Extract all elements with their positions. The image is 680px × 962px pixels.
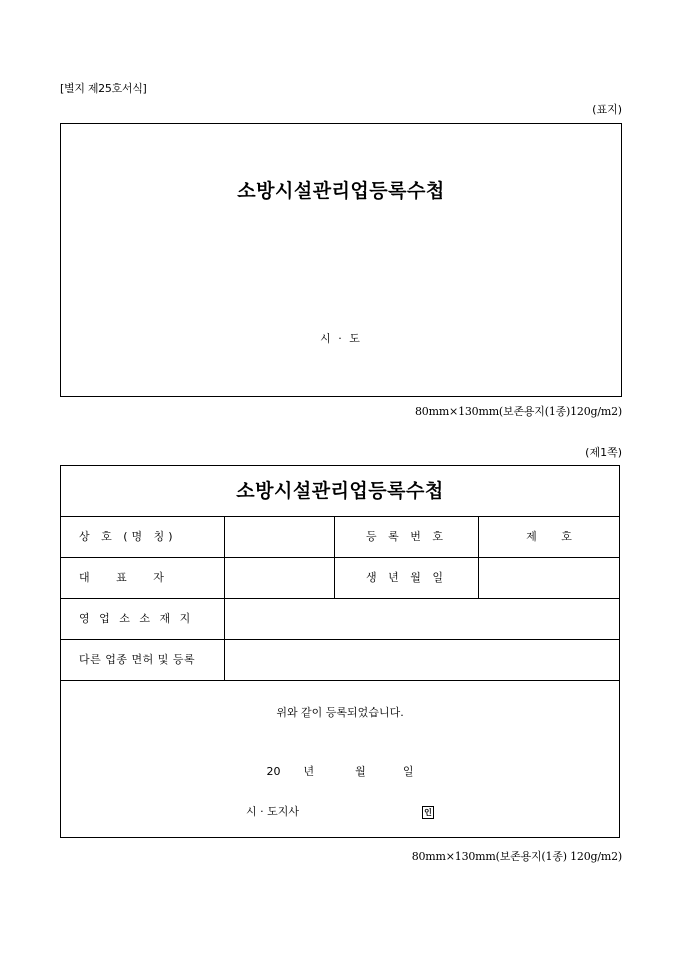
signer: 시 · 도지사 <box>246 805 299 818</box>
cover-tag: (표지) <box>592 103 622 116</box>
office-value[interactable] <box>225 599 619 639</box>
other-license-label: 다른 업종 면허 및 등록 <box>79 653 196 666</box>
page1-tag: (제1쪽) <box>585 446 622 459</box>
cover-box <box>60 123 622 397</box>
issue-date <box>61 763 619 779</box>
seal-icon: 인 <box>422 806 434 819</box>
day-label: 일 <box>402 765 414 778</box>
representative-value[interactable] <box>225 558 334 598</box>
birth-label: 생 년 월 일 <box>366 571 447 584</box>
row-other-license <box>61 640 619 681</box>
page1-title: 소방시설관리업등록수첩 <box>61 466 619 517</box>
other-license-value[interactable] <box>225 640 619 680</box>
cover-title: 소방시설관리업등록수첩 <box>237 180 445 202</box>
signature-line <box>61 803 619 819</box>
office-label: 영 업 소 소 재 지 <box>79 612 194 625</box>
year-label: 년 <box>303 765 315 778</box>
year-prefix: 20 <box>266 765 281 778</box>
trade-name-value[interactable] <box>225 517 334 557</box>
trade-name-label: 상 호 (명 칭) <box>79 530 177 543</box>
row-office <box>61 599 619 640</box>
page1-box <box>60 465 620 838</box>
cover-spec: 80mm×130mm(보존용지(1종)120g/m2) <box>415 405 622 418</box>
cover-issuer: 시 · 도 <box>320 332 362 345</box>
form-number: [별지 제25호서식] <box>60 82 147 95</box>
month-label: 월 <box>355 765 366 778</box>
page1-spec: 80mm×130mm(보존용지(1종) 120g/m2) <box>411 850 622 863</box>
representative-label: 대 표 자 <box>79 571 168 584</box>
reg-no-label: 등 록 번 호 <box>366 530 447 543</box>
declaration-text: 위와 같이 등록되었습니다. <box>276 706 404 719</box>
birth-value[interactable] <box>479 558 619 598</box>
reg-no-value[interactable]: 제 호 <box>526 530 572 543</box>
row-representative <box>61 558 619 599</box>
row-trade-name <box>61 517 619 558</box>
